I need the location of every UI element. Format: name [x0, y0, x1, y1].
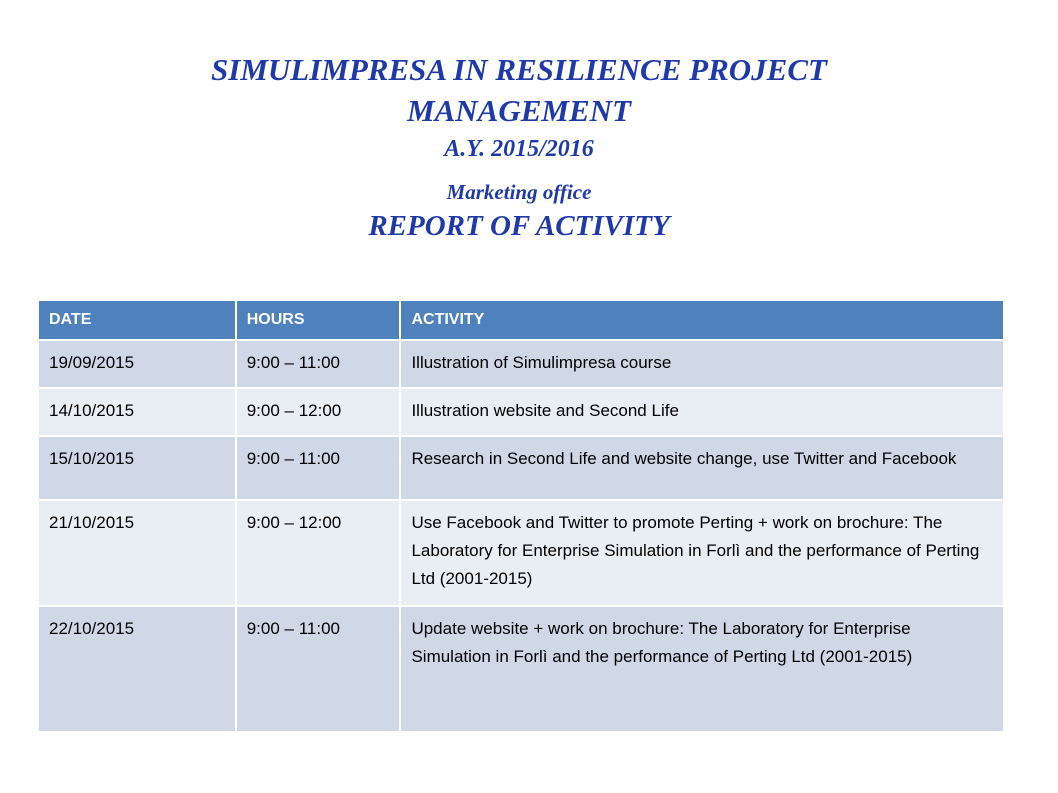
cell-date: 19/09/2015 [38, 340, 236, 388]
cell-activity: Update website + work on brochure: The Laboratory for Enterprise Simulation in Forlì and the performance of Perting Ltd (2001-2015) [400, 606, 1004, 732]
column-header-date: DATE [38, 300, 236, 340]
table-row [38, 500, 1004, 606]
table-row [38, 436, 1004, 500]
column-header-hours: HOURS [236, 300, 401, 340]
cell-activity: Use Facebook and Twitter to promote Perting + work on brochure: The Laboratory for Enterprise Simulation in Forlì and the performance of Perting Ltd (2001-2015) [400, 500, 1004, 606]
table-row [38, 606, 1004, 732]
subtitle-marketing-office: Marketing office [446, 180, 592, 204]
cell-activity: Research in Second Life and website change, use Twitter and Facebook [400, 436, 1004, 500]
cell-hours: 9:00 – 11:00 [236, 436, 401, 500]
cell-hours: 9:00 – 12:00 [236, 500, 401, 606]
cell-date: 14/10/2015 [38, 388, 236, 436]
report-title: REPORT OF ACTIVITY [368, 210, 670, 242]
table-header-row [38, 300, 1004, 340]
title-line-2: MANAGEMENT [407, 93, 631, 128]
academic-year: A.Y. 2015/2016 [444, 136, 594, 162]
cell-hours: 9:00 – 12:00 [236, 388, 401, 436]
table-row [38, 340, 1004, 388]
activity-table [37, 299, 1005, 733]
cell-activity: Illustration of Simulimpresa course [400, 340, 1004, 388]
column-header-activity: ACTIVITY [400, 300, 1004, 340]
table-row [38, 388, 1004, 436]
cell-activity: Illustration website and Second Life [400, 388, 1004, 436]
cell-date: 22/10/2015 [38, 606, 236, 732]
title-line-1: SIMULIMPRESA IN RESILIENCE PROJECT [211, 52, 827, 87]
cell-hours: 9:00 – 11:00 [236, 340, 401, 388]
cell-date: 21/10/2015 [38, 500, 236, 606]
cell-date: 15/10/2015 [38, 436, 236, 500]
cell-hours: 9:00 – 11:00 [236, 606, 401, 732]
